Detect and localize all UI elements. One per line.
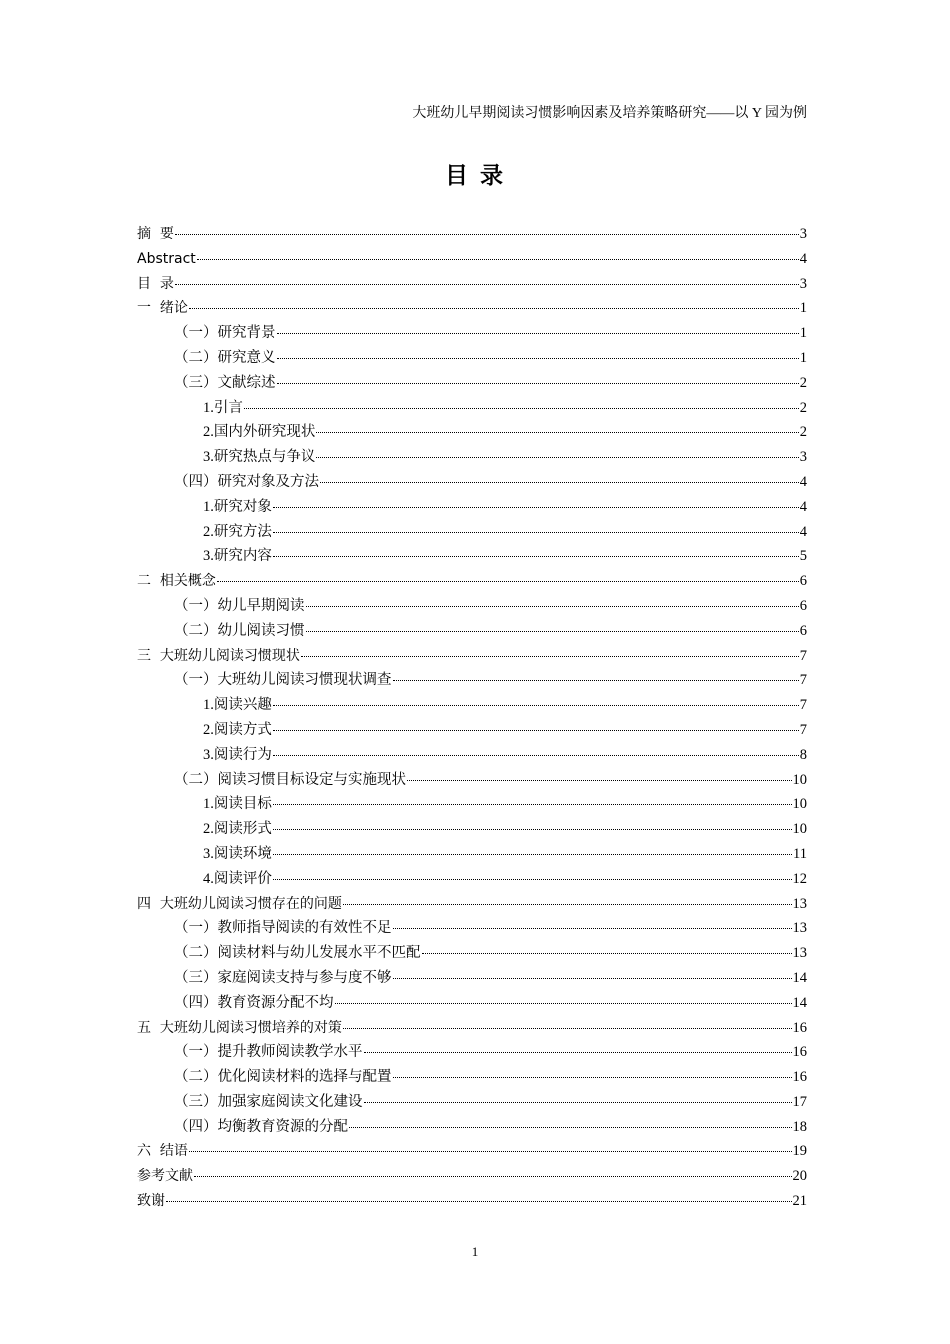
toc-entry[interactable] — [137, 272, 807, 297]
page-title: 目 录 — [444, 163, 505, 189]
toc-dot-leader — [273, 804, 792, 805]
toc-entry-label: 摘 要 — [137, 226, 174, 242]
toc-entry-label: 一 绪论 — [137, 300, 188, 317]
toc-dot-leader — [393, 1077, 792, 1078]
toc-entry[interactable] — [137, 867, 807, 892]
toc-dot-leader — [189, 308, 799, 309]
toc-entry[interactable] — [137, 1189, 807, 1214]
toc-entry-page: 16 — [792, 1044, 807, 1061]
toc-entry-page: 1 — [799, 325, 807, 342]
toc-entry[interactable] — [137, 594, 807, 619]
toc-dot-leader — [197, 259, 799, 260]
toc-entry-label: （二）研究意义 — [174, 349, 276, 366]
toc-entry[interactable] — [137, 743, 807, 768]
toc-entry-page: 2 — [799, 424, 807, 441]
toc-entry-page: 11 — [793, 845, 807, 862]
toc-dot-leader — [273, 879, 792, 880]
toc-entry-label: 4.阅读评价 — [203, 870, 272, 887]
toc-entry[interactable] — [137, 991, 807, 1016]
toc-entry-page: 1 — [799, 349, 807, 366]
toc-entry-label: 2.研究方法 — [203, 523, 272, 540]
toc-entry-label: 三 大班幼儿阅读习惯现状 — [137, 647, 300, 664]
toc-dot-leader — [277, 358, 799, 359]
toc-entry-page: 12 — [792, 870, 807, 887]
toc-entry-page: 2 — [799, 399, 807, 416]
toc-entry-label: （四）研究对象及方法 — [174, 473, 319, 490]
toc-dot-leader — [273, 730, 799, 731]
toc-dot-leader — [273, 854, 792, 855]
toc-entry-label: （二）优化阅读材料的选择与配置 — [174, 1069, 392, 1086]
toc-entry-label: （一）教师指导阅读的有效性不足 — [174, 920, 392, 937]
toc-entry[interactable] — [137, 445, 807, 470]
toc-dot-leader — [364, 1102, 792, 1103]
toc-entry[interactable] — [137, 296, 807, 321]
toc-entry-page: 8 — [799, 746, 807, 763]
toc-entry[interactable] — [137, 544, 807, 569]
toc-dot-leader — [422, 953, 792, 954]
toc-entry-label: （一）提升教师阅读教学水平 — [174, 1044, 363, 1061]
toc-entry-page: 10 — [792, 821, 807, 838]
toc-entry-page: 14 — [792, 969, 807, 986]
toc-dot-leader — [273, 556, 799, 557]
toc-entry[interactable] — [137, 569, 807, 594]
toc-entry[interactable] — [137, 718, 807, 743]
toc-dot-leader — [393, 928, 792, 929]
toc-entry-page: 3 — [799, 275, 807, 292]
toc-entry-label: 3.研究热点与争议 — [203, 449, 316, 466]
toc-entry-label: 3.阅读行为 — [203, 746, 272, 763]
toc-entry[interactable] — [137, 941, 807, 966]
toc-entry[interactable] — [137, 966, 807, 991]
toc-dot-leader — [301, 656, 799, 657]
toc-entry[interactable] — [137, 693, 807, 718]
toc-entry[interactable] — [137, 470, 807, 495]
toc-entry-page: 17 — [792, 1093, 807, 1110]
toc-entry-label: 目 录 — [137, 275, 174, 292]
toc-entry-label: （四）教育资源分配不均 — [174, 994, 334, 1011]
toc-entry-page: 4 — [799, 250, 807, 267]
toc-entry[interactable] — [137, 792, 807, 817]
toc-dot-leader — [273, 532, 799, 533]
toc-entry-page: 19 — [792, 1143, 807, 1160]
toc-entry[interactable] — [137, 892, 807, 917]
toc-entry-page: 16 — [792, 1019, 807, 1036]
toc-dot-leader — [306, 631, 799, 632]
toc-dot-leader — [316, 457, 798, 458]
toc-dot-leader — [320, 482, 799, 483]
toc-entry-label: 致谢 — [137, 1193, 165, 1210]
toc-dot-leader — [407, 780, 792, 781]
toc-entry-page: 3 — [799, 226, 807, 242]
toc-entry-page: 10 — [792, 771, 807, 788]
toc-dot-leader — [343, 1028, 792, 1029]
toc-dot-leader — [343, 904, 792, 905]
toc-entry-label: 五 大班幼儿阅读习惯培养的对策 — [137, 1019, 342, 1036]
toc-entry[interactable] — [137, 222, 807, 247]
toc-entry-label: （一）幼儿早期阅读 — [174, 597, 305, 614]
toc-entry-page: 7 — [799, 697, 807, 714]
toc-entry-label: （三）加强家庭阅读文化建设 — [174, 1093, 363, 1110]
toc-entry-page: 20 — [792, 1168, 807, 1185]
page-number: 1 — [471, 1244, 479, 1259]
toc-entry-label: （二）阅读习惯目标设定与实施现状 — [174, 771, 406, 788]
toc-entry[interactable] — [137, 768, 807, 793]
toc-entry-page: 7 — [799, 647, 807, 664]
toc-dot-leader — [316, 432, 798, 433]
toc-entry-label: 2.国内外研究现状 — [203, 424, 316, 441]
toc-dot-leader — [194, 1176, 792, 1177]
toc-entry[interactable] — [137, 842, 807, 867]
toc-entry[interactable] — [137, 520, 807, 545]
toc-entry-page: 21 — [792, 1193, 807, 1210]
toc-entry[interactable] — [137, 495, 807, 520]
toc-entry-label: 四 大班幼儿阅读习惯存在的问题 — [137, 895, 342, 912]
toc-entry-label: 3.阅读环境 — [203, 845, 272, 862]
toc-entry[interactable] — [137, 1115, 807, 1140]
toc-entry-page: 10 — [792, 796, 807, 813]
toc-entry-label: （三）文献综述 — [174, 374, 276, 391]
toc-entry-label: （四）均衡教育资源的分配 — [174, 1118, 348, 1135]
toc-entry-label: 3.研究内容 — [203, 548, 272, 565]
toc-dot-leader — [273, 755, 799, 756]
toc-entry[interactable] — [137, 321, 807, 346]
toc-entry-label: （二）幼儿阅读习惯 — [174, 622, 305, 639]
toc-dot-leader — [364, 1052, 792, 1053]
toc-entry-page: 13 — [792, 920, 807, 937]
toc-entry-label: （二）阅读材料与幼儿发展水平不匹配 — [174, 945, 421, 962]
toc-entry[interactable] — [137, 371, 807, 396]
toc-entry-label: 参考文献 — [137, 1168, 193, 1185]
toc-entry[interactable] — [137, 1065, 807, 1090]
toc-dot-leader — [277, 333, 799, 334]
toc-entry-page: 6 — [799, 597, 807, 614]
toc-entry[interactable] — [137, 346, 807, 371]
toc-dot-leader — [166, 1201, 792, 1202]
toc-entry[interactable] — [137, 396, 807, 421]
toc-entry[interactable] — [137, 1016, 807, 1041]
toc-entry[interactable] — [137, 247, 807, 272]
toc-dot-leader — [306, 606, 799, 607]
toc-dot-leader — [189, 1151, 792, 1152]
toc-entry-page: 6 — [799, 573, 807, 590]
toc-entry-label: 1.阅读兴趣 — [203, 697, 272, 714]
toc-entry-label: （三）家庭阅读支持与参与度不够 — [174, 969, 392, 986]
toc-entry-page: 18 — [792, 1118, 807, 1135]
toc-entry-label: 二 相关概念 — [137, 573, 216, 590]
toc-dot-leader — [349, 1127, 792, 1128]
toc-entry-page: 7 — [799, 672, 807, 689]
toc-entry[interactable] — [137, 1090, 807, 1115]
toc-entry-page: 3 — [799, 449, 807, 466]
toc-dot-leader — [335, 1003, 792, 1004]
toc-entry-page: 4 — [799, 523, 807, 540]
toc-entry[interactable] — [137, 420, 807, 445]
toc-entry[interactable] — [137, 1164, 807, 1189]
toc-entry-label: 1.研究对象 — [203, 498, 272, 515]
toc-entry[interactable] — [137, 916, 807, 941]
toc-dot-leader — [217, 581, 799, 582]
toc-dot-leader — [175, 284, 799, 285]
toc-entry-label: 六 结语 — [137, 1143, 188, 1160]
toc-entry-label: （一）大班幼儿阅读习惯现状调查 — [174, 672, 392, 689]
toc-entry-label: （一）研究背景 — [174, 325, 276, 342]
toc-entry-page: 2 — [799, 374, 807, 391]
toc-entry-label: 2.阅读形式 — [203, 821, 272, 838]
table-of-contents — [137, 222, 807, 1214]
toc-dot-leader — [393, 680, 799, 681]
toc-entry-page: 7 — [799, 721, 807, 738]
toc-dot-leader — [244, 408, 799, 409]
toc-entry-page: 4 — [799, 498, 807, 515]
toc-entry-label: Abstract — [137, 250, 196, 267]
toc-entry[interactable] — [137, 668, 807, 693]
toc-dot-leader — [273, 829, 792, 830]
toc-entry[interactable] — [137, 817, 807, 842]
toc-entry-page: 13 — [792, 895, 807, 912]
toc-entry-page: 5 — [799, 548, 807, 565]
toc-entry[interactable] — [137, 644, 807, 669]
toc-dot-leader — [273, 705, 799, 706]
toc-dot-leader — [277, 383, 799, 384]
toc-entry-page: 4 — [799, 473, 807, 490]
toc-entry[interactable] — [137, 619, 807, 644]
toc-entry-label: 2.阅读方式 — [203, 721, 272, 738]
toc-entry[interactable] — [137, 1139, 807, 1164]
toc-dot-leader — [273, 507, 799, 508]
toc-entry-page: 16 — [792, 1069, 807, 1086]
toc-dot-leader — [175, 234, 799, 235]
toc-dot-leader — [393, 978, 792, 979]
toc-entry[interactable] — [137, 1040, 807, 1065]
toc-entry-page: 6 — [799, 622, 807, 639]
toc-entry-page: 1 — [799, 300, 807, 317]
toc-entry-label: 1.引言 — [203, 399, 243, 416]
running-header: 大班幼儿早期阅读习惯影响因素及培养策略研究——以 Y 园为例 — [412, 106, 807, 121]
toc-entry-label: 1.阅读目标 — [203, 796, 272, 813]
toc-entry-page: 13 — [792, 945, 807, 962]
toc-entry-page: 14 — [792, 994, 807, 1011]
